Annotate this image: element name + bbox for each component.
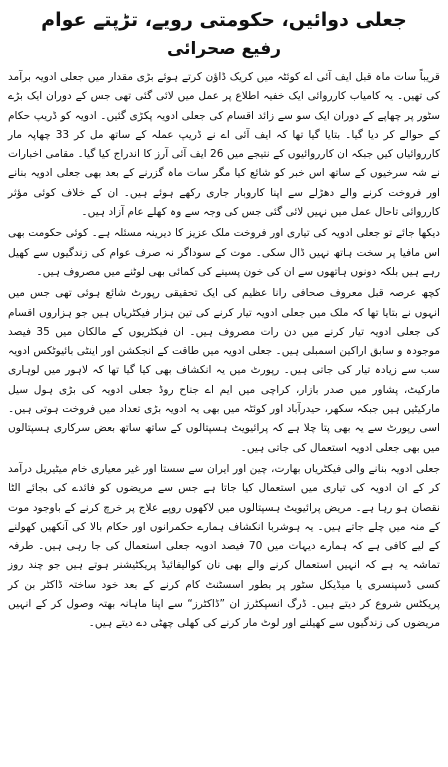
- article-paragraph: قریباً سات ماہ قبل ایف آئی اے کوئٹہ میں کریک ڈاؤن کرتے ہوئے بڑی مقدار میں جعلی ادویہ برآمد کی تھیں۔ یہ کامیاب کارروائی ایک خفیہ اطلاع پر عمل میں لائی گئی تھی جس کے دوران ایک بڑے سٹور پر چھاپے کے دوران ایک سو سے زائد اقسام کی جعلی ادویہ پکڑی گئیں۔ ادویہ کو ڈریپ حکام کے حوالے کر دیا گیا۔ بتایا گیا تھا کہ ایف آئی اے نے ڈریپ عملہ کے ساتھ مل کر 33 چھاپہ مار کارروائیاں کیں جبکہ ان کارروائیوں کے نتیجے میں 26 ایف آئی آرز کا اندراج کیا گیا۔ مقامی اخبارات نے شہ سرخیوں کے ساتھ اس خبر کو شائع کیا مگر سات ماہ گزرنے کے بعد بھی جعلی ادویہ بنانے اور فروخت کرنے والے دھڑلے سے اپنا کاروبار جاری رکھے ہوئے ہیں۔ ان کے خلاف کوئی مؤثر کارروائی تاحال عمل میں نہیں لائی گئی جس کی وجہ سے وہ کھلے عام آزاد ہیں۔: [8, 71, 440, 219]
- article-byline: رفیع صحرائی: [166, 39, 282, 59]
- article-paragraph: دیکھا جائے تو جعلی ادویہ کی تیاری اور فروخت ملک عزیز کا دیرینہ مسئلہ ہے۔ کوئی حکومت بھی اس مافیا پر سخت ہاتھ نہیں ڈال سکی۔ موت کے سوداگر نہ صرف عوام کی زندگیوں سے کھیل رہے ہیں بلکہ دونوں ہاتھوں سے ان کی خون پسینے کی کمائی بھی لوٹنے میں مصروف ہیں۔: [8, 227, 440, 278]
- article-paragraph: جعلی ادویہ بنانے والی فیکٹریاں بھارت، چین اور ایران سے سستا اور غیر معیاری خام میٹیریل درآمد کر کے ان ادویہ کی تیاری میں استعمال کیا جاتا ہے جس سے مریضوں کو فائدے کی بجائے الٹا نقصان ہو رہا ہے۔ مریض پرائیویٹ ہسپتالوں میں لاکھوں روپے علاج پر خرچ کرنے کے باوجود موت کے منہ میں چلے جاتے ہیں۔ یہ ہوشربا انکشاف ہمارے حکمرانوں اور حکام بالا کی آنکھیں کھولنے کے لیے کافی ہے کہ ہمارے دیہات میں 70 فیصد ادویہ جعلی استعمال کی جا رہی ہیں۔ طرفہ تماشہ یہ ہے کہ انہیں استعمال کرنے والے بھی نان کوالیفائیڈ پریکٹیشنر ہوتے ہیں جو چند روز کسی ڈسپنسری یا میڈیکل سٹور پر بطور اسسٹنٹ کام کرنے کے بعد خود ساختہ ڈاکٹر بن کر پریکٹس شروع کر دیتے ہیں۔ ڈرگ انسپکٹرز ان ”ڈاکٹرز“ سے اپنا ماہانہ بھتہ وصول کر کے انہیں مریضوں کی زندگیوں سے کھیلنے اور لوٹ مار کرنے کی کھلی چھٹی دے دیتے ہیں۔: [8, 462, 440, 630]
- article-body: [8, 68, 440, 634]
- article-headline: جعلی دوائیں، حکومتی رویے، تڑپتے عوام: [41, 9, 407, 31]
- article-paragraph: کچھ عرصہ قبل معروف صحافی رانا عظیم کی ایک تحقیقی رپورٹ شائع ہوئی تھی جس میں انہوں نے بتایا تھا کہ ملک میں جعلی ادویہ تیار کرنے کی تین ہزار فیکٹریاں ہیں جو ہزاروں اقسام کی جعلی ادویہ تیار کرنے میں دن رات مصروف ہیں۔ ان فیکٹریوں کے مالکان میں 35 فیصد موجودہ و سابق اراکین اسمبلی ہیں۔ جعلی ادویہ میں طاقت کے انجکشن اور اینٹی بائیوٹکس ادویہ سب سے زیادہ تیار کی جاتی ہیں۔ رپورٹ میں یہ انکشاف بھی کیا گیا تھا کہ لاہور میں لوہاری مارکیٹ، پشاور میں صدر بازار، کراچی میں ایم اے جناح روڈ جعلی ادویہ کی بڑی ہول سیل مارکیٹیں ہیں جبکہ سکھر، حیدرآباد اور کوئٹہ میں بھی یہ ادویہ بڑی تعداد میں فروخت ہوتی ہیں۔ اسی رپورٹ سے یہ بھی پتا چلا ہے کہ پرائیویٹ ہسپتالوں کے ساتھ ساتھ بعض سرکاری ہسپتالوں میں بھی جعلی ادویہ استعمال کی جاتی ہیں۔: [8, 287, 440, 454]
